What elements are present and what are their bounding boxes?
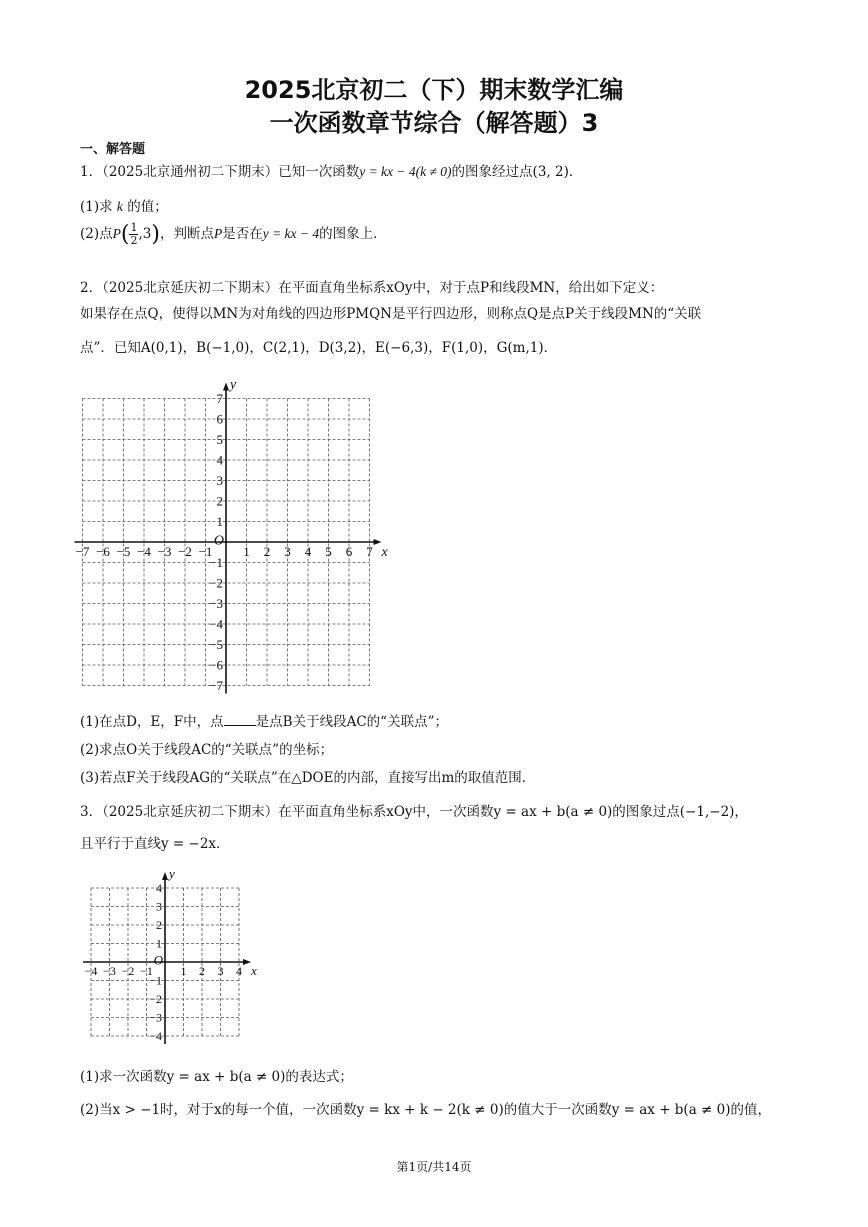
y-tick-label: −3 — [149, 1010, 162, 1025]
y-axis-arrow — [223, 383, 229, 391]
x-tick-label: −5 — [116, 544, 131, 559]
q1-part2-point-p: P — [112, 226, 121, 241]
q1-stem-text-b: 的图象经过点 — [451, 164, 533, 180]
q3-source: （2025北京延庆初二下期末） — [102, 804, 279, 820]
q3-stem-text1: 在平面直角坐标系xOy中，一次函数y = ax + b(a ≠ 0)的图象过点(−1,−2)， — [278, 804, 748, 820]
q1-part1-end: 的值； — [127, 199, 168, 215]
origin-label: O — [213, 533, 224, 549]
x-tick-label: −4 — [84, 964, 98, 978]
x-tick-label: −1 — [140, 964, 153, 978]
y-tick-label: 3 — [216, 473, 223, 489]
y-axis-label: y — [169, 866, 175, 881]
q1-part2-end: 的图象上． — [319, 226, 387, 242]
y-tick-label: −2 — [149, 992, 162, 1007]
q1-source: （2025北京通州初二下期末） — [102, 164, 279, 180]
x-tick-label: 4 — [236, 964, 242, 978]
document-title-line2: 一次函数章节综合（解答题）3 — [269, 109, 599, 137]
x-tick-label: −1 — [198, 544, 213, 559]
page-footer: 第1页/共14页 — [396, 1160, 472, 1174]
q3-number: 3． — [80, 804, 103, 820]
x-tick-label: 2 — [263, 544, 271, 559]
y-tick-label: 6 — [216, 411, 223, 427]
q1-part1-label: (1)求 — [80, 199, 113, 215]
x-tick-label: −3 — [157, 544, 172, 559]
x-tick-label: 1 — [180, 964, 187, 978]
y-axis-arrow — [162, 872, 168, 880]
q1-stem-text-a: 已知一次函数 — [278, 164, 360, 180]
q1-number: 1． — [80, 164, 103, 180]
x-tick-label: 3 — [217, 964, 224, 978]
x-tick-label: −2 — [121, 964, 135, 978]
x-tick-label: 4 — [304, 544, 312, 559]
q2-part1-text-a: (1)在点D，E，F中，点 — [80, 714, 224, 730]
y-tick-label: 3 — [156, 899, 162, 914]
q2-source: （2025北京延庆初二下期末） — [102, 280, 279, 296]
y-tick-label: 7 — [216, 391, 223, 407]
y-tick-label: −1 — [149, 973, 162, 988]
y-tick-label: 2 — [156, 918, 162, 933]
x-tick-label: −2 — [178, 544, 192, 559]
q3-stem-line2: 且平行于直线y = −2x． — [80, 836, 230, 852]
q1-part1-var: k — [116, 199, 123, 214]
x-tick-label: 7 — [366, 544, 373, 559]
x-axis-label: x — [381, 545, 388, 560]
document-title-line1: 2025北京初二（下）期末数学汇编 — [244, 76, 624, 104]
x-tick-label: −6 — [96, 544, 110, 559]
x-axis-label: x — [251, 963, 257, 978]
q1-part2-coord-rest: ,3 — [138, 226, 152, 242]
x-tick-label: 2 — [199, 964, 205, 978]
y-tick-label: −7 — [209, 678, 223, 694]
y-tick-label: −1 — [209, 555, 223, 571]
q2-part1-text-b: 是点B关于线段AC的“关联点”； — [255, 714, 448, 730]
x-tick-label: 6 — [345, 544, 353, 559]
q2-coordinate-grid — [75, 370, 398, 694]
q1-part2-point-p2: P — [213, 226, 223, 241]
x-tick-label: 3 — [284, 544, 291, 559]
y-tick-label: 4 — [156, 881, 162, 896]
x-tick-label: 1 — [243, 544, 250, 559]
q2-stem-text1: 在平面直角坐标系xOy中，对于点P和线段MN，给出如下定义： — [278, 280, 664, 296]
q2-stem-line3: 点”．已知A(0,1)，B(−1,0)，C(2,1)，D(3,2)，E(−6,3)，F(1,0)，G(m,1)． — [80, 340, 558, 356]
x-tick-label: −7 — [75, 544, 90, 559]
y-axis-label: y — [230, 377, 237, 393]
q3-part2: (2)当x > −1时，对于x的每一个值，一次函数y = kx + k − 2(k ≠ 0)的值大于一次函数y = ax + b(a ≠ 0)的值， — [80, 1102, 771, 1118]
fraction-numerator: 1 — [130, 221, 138, 234]
fraction-denominator: 2 — [130, 234, 138, 247]
q2-stem-line2: 如果存在点Q，使得以MN为对角线的四边形PMQN是平行四边形，则称点Q是点P关于线段MN的“关联 — [80, 306, 702, 322]
q1-point: (3, 2) — [532, 164, 569, 180]
y-tick-label: −4 — [209, 616, 223, 632]
section-heading: 一、解答题 — [80, 142, 146, 157]
y-tick-label: 4 — [216, 452, 223, 468]
q1-part2-mid: ，判断点 — [159, 226, 214, 242]
q2-number: 2． — [80, 280, 103, 296]
x-tick-label: −3 — [103, 964, 116, 978]
q1-part2-label: (2)点 — [80, 226, 113, 242]
y-tick-label: −5 — [209, 637, 223, 653]
x-tick-label: −4 — [137, 544, 151, 559]
q1-stem-end: ． — [568, 164, 583, 180]
origin-label: O — [153, 952, 163, 968]
y-tick-label: −2 — [209, 575, 223, 591]
x-axis-arrow — [243, 959, 251, 965]
q3-stem-line1 — [80, 800, 748, 820]
q1-part2-function: y = kx − 4 — [262, 226, 320, 241]
q2-part3: (3)若点F关于线段AG的“关联点”在△DOE的内部，直接写出m的取值范围． — [80, 770, 536, 786]
y-tick-label: −6 — [209, 657, 223, 673]
y-tick-label: 1 — [216, 514, 223, 530]
q1-stem — [80, 160, 582, 180]
q2-part2: (2)求点O关于线段AC的“关联点”的坐标； — [80, 742, 334, 758]
y-tick-label: −3 — [209, 596, 223, 612]
y-tick-label: 2 — [216, 493, 223, 509]
x-tick-label: 5 — [325, 544, 332, 559]
q1-part1 — [80, 195, 168, 215]
y-tick-label: 1 — [156, 936, 162, 951]
q2-stem-line1 — [80, 276, 663, 296]
q3-part1: (1)求一次函数y = ax + b(a ≠ 0)的表达式； — [80, 1069, 353, 1085]
q2-part1 — [80, 710, 448, 730]
y-tick-label: −4 — [149, 1029, 162, 1044]
q3-coordinate-grid — [78, 862, 268, 1052]
q1-function: y = kx − 4(k ≠ 0) — [359, 164, 452, 179]
x-axis-arrow — [374, 539, 382, 545]
q1-part2: (2)点P( $\frac{1}{2}$ ,3)，判断点P是否在y = kx − 4的图象上． — [80, 221, 387, 247]
answer-blank[interactable] — [224, 713, 256, 726]
y-tick-label: 5 — [216, 432, 223, 448]
q1-part2-mid2: 是否在 — [222, 226, 263, 242]
